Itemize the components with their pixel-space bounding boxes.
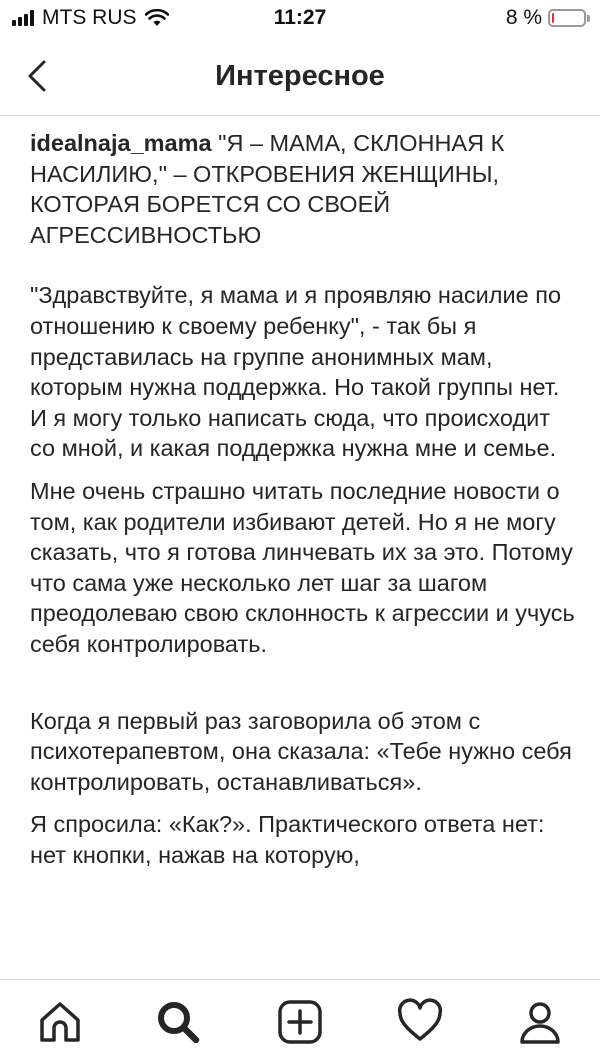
post-username[interactable]: idealnaja_mama bbox=[30, 130, 212, 156]
caption-paragraph: "Здравствуйте, я мама и я проявляю насилие по отношению к своему ребенку", - так бы я представилась на группе анонимных мам, которым нужна поддержка. Но такой группы нет. И я могу только написать сюда, что происходит со мной, и какая поддержка нужна мне и семье. bbox=[30, 282, 562, 462]
page-title: Интересное bbox=[215, 60, 385, 92]
profile-icon bbox=[516, 998, 564, 1046]
tab-new-post[interactable] bbox=[272, 994, 328, 1050]
caption-title: "Я – МАМА, СКЛОННАЯ К НАСИЛИЮ," – ОТКРОВЕНИЯ ЖЕНЩИНЫ, КОТОРАЯ БОРЕТСЯ СО СВОЕЙ АГРЕССИВНОСТЬЮ bbox=[30, 130, 505, 248]
caption-paragraph: Когда я первый раз заговорила об этом с психотерапевтом, она сказала: «Тебе нужно себя контролировать, останавливаться». bbox=[30, 707, 572, 795]
tab-activity[interactable] bbox=[392, 994, 448, 1050]
status-time: 11:27 bbox=[273, 6, 327, 29]
caption-paragraph: Я спросила: «Как?». Практического ответа нет: нет кнопки, нажав на которую, bbox=[30, 811, 545, 868]
caption-paragraph: Мне очень страшно читать последние новости о том, как родители избивают детей. Но я не могу сказать, что я готова линчевать их за это. Потому что сама уже несколько лет шаг за шагом преодолеваю свою склонность к агрессии и учусь себя контролировать. bbox=[30, 477, 575, 657]
status-bar bbox=[0, 0, 600, 40]
bottom-tab-bar bbox=[0, 979, 600, 1063]
battery-level bbox=[552, 13, 554, 23]
battery-icon bbox=[548, 9, 586, 27]
navigation-header bbox=[0, 40, 600, 116]
battery-info bbox=[506, 6, 586, 30]
post-caption bbox=[30, 128, 575, 250]
add-post-icon bbox=[276, 998, 324, 1046]
home-icon bbox=[36, 998, 84, 1046]
battery-percent: 8 % bbox=[505, 6, 542, 29]
search-icon bbox=[154, 998, 202, 1046]
tab-search[interactable] bbox=[150, 994, 206, 1050]
carrier-name: MTS RUS bbox=[42, 6, 137, 29]
post-content bbox=[30, 128, 575, 978]
tab-profile[interactable] bbox=[512, 994, 568, 1050]
tab-home[interactable] bbox=[32, 994, 88, 1050]
activity-heart-icon bbox=[396, 998, 444, 1046]
